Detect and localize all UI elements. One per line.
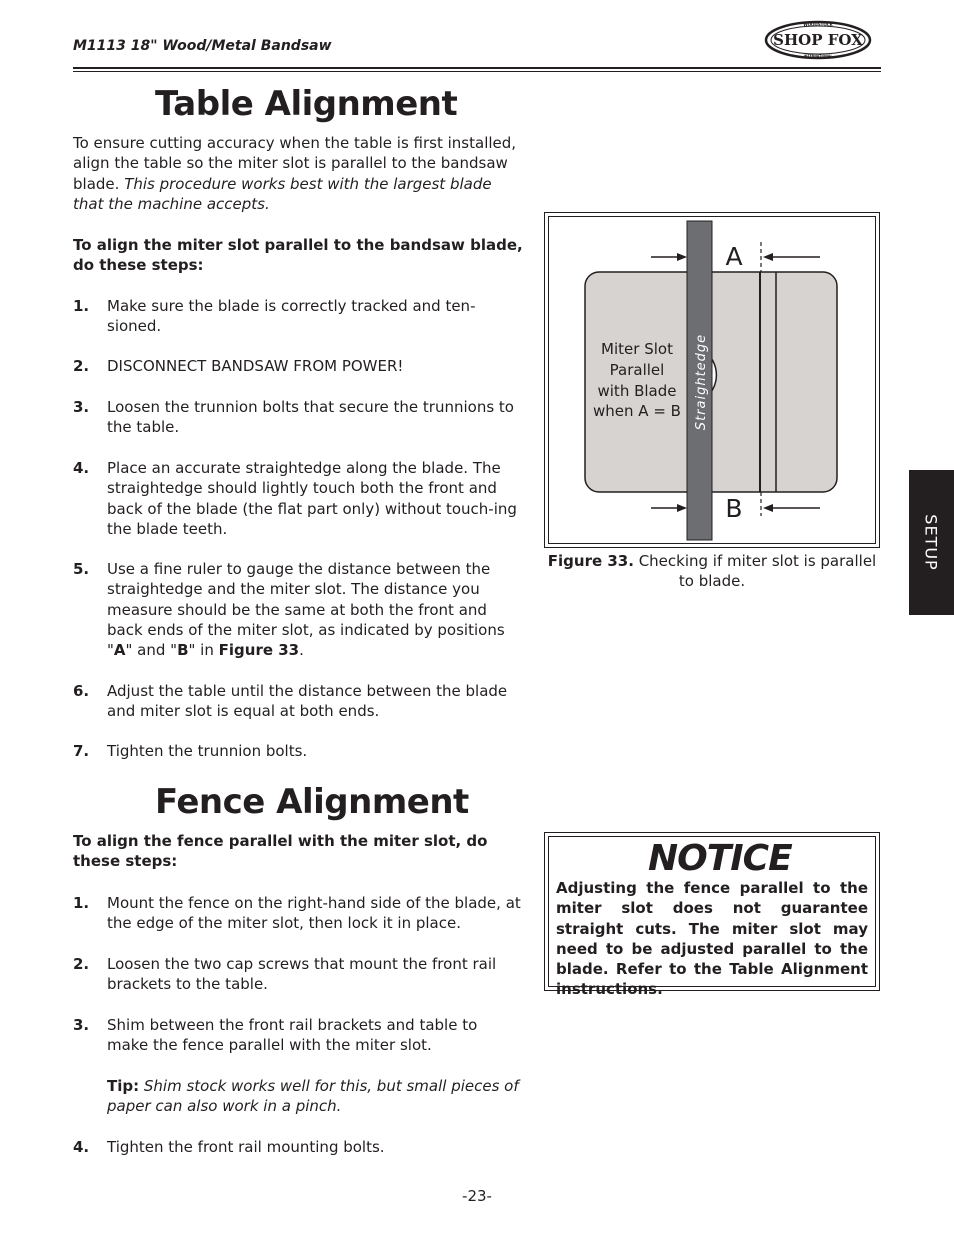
fence-alignment-heading: Fence Alignment — [155, 782, 469, 822]
manual-title: M1113 18" Wood/Metal Bandsaw — [73, 38, 332, 54]
figure-caption — [544, 551, 880, 592]
table-alignment-heading: Table Alignment — [155, 84, 458, 124]
tip-text: Shim stock works well for this, but small pieces of paper can also work in a pinch. — [107, 1077, 519, 1116]
shop-fox-logo — [764, 20, 872, 60]
fence-step: 3. Shim between the front rail brackets and table to make the fence parallel with the miter slot. — [73, 1016, 478, 1055]
table-step: 6. Adjust the table until the distance between the blade and miter slot is equal at both ends. — [73, 682, 508, 721]
table-intro-text: To ensure cutting accuracy when the table is first installed, align the table so the miter slot is parallel to the bandsaw blade. — [73, 134, 517, 193]
miter-text-line: Parallel — [609, 361, 665, 379]
notice-text: Adjusting the fence parallel to the miter slot does not guarantee straight cuts. The miter slot may need to be adjusted parallel to the blade. Refer to the Table Alignment instructions. — [556, 879, 868, 999]
fence-steps-lead: To align the fence parallel with the miter slot, do these steps: — [73, 832, 488, 871]
section-tab-label: SETUP — [922, 514, 941, 571]
table-step: 3. Loosen the trunnion bolts that secure the trunnions to the table. — [73, 398, 514, 437]
fence-tip — [73, 1076, 523, 1117]
notice-title: NOTICE — [648, 838, 792, 879]
table-step: 5. Use a fine ruler to gauge the distance between the straightedge and the miter slot. The distance you measure should be the same at both the front and back ends of the miter slot, as indicated by positions "A" and "B" in Figure 33. — [73, 560, 505, 660]
header-rule — [73, 67, 881, 69]
page-number: -23- — [462, 1187, 492, 1205]
table-intro — [73, 133, 523, 214]
straightedge-label: Straightedge — [694, 333, 709, 431]
table-intro-note: This procedure works best with the largest blade that the machine accepts. — [73, 174, 492, 213]
miter-text-line: when A = B — [593, 402, 681, 420]
figure-caption-text: Checking if miter slot is parallel to blade. — [633, 552, 877, 591]
label-b: B — [725, 494, 743, 523]
table-step: 4. Place an accurate straightedge along the blade. The straightedge should lightly touch both the front and back of the blade (the flat part only) without touch-ing the blade teeth. — [73, 459, 517, 538]
fence-step: 4. Tighten the front rail mounting bolts. — [73, 1138, 385, 1156]
miter-slot-diagram — [548, 216, 876, 544]
fence-step: 2. Loosen the two cap screws that mount the front rail brackets to the table. — [73, 955, 497, 994]
table-step: 7. Tighten the trunnion bolts. — [73, 742, 308, 760]
logo-small-bottom: INTERNATIONAL — [803, 54, 833, 58]
fence-step: 1. Mount the fence on the right-hand side of the blade, at the edge of the miter slot, then lock it in place. — [73, 894, 521, 933]
miter-text-line: Miter Slot — [601, 340, 673, 358]
header-rule-thin — [73, 71, 881, 72]
label-a: A — [725, 242, 743, 271]
figure-caption-label: Figure 33. — [547, 552, 634, 570]
tip-label: Tip: — [107, 1077, 140, 1095]
table-step: 2. DISCONNECT BANDSAW FROM POWER! — [73, 357, 404, 375]
miter-text-line: with Blade — [597, 382, 677, 400]
table-step: 1. Make sure the blade is correctly tracked and ten-sioned. — [73, 297, 476, 336]
section-tab-label-wrap — [909, 470, 954, 615]
logo-text: SHOP FOX — [773, 31, 863, 49]
logo-small-top: WOODSTOCK — [803, 22, 833, 27]
table-steps-lead: To align the miter slot parallel to the bandsaw blade, do these steps: — [73, 236, 523, 275]
